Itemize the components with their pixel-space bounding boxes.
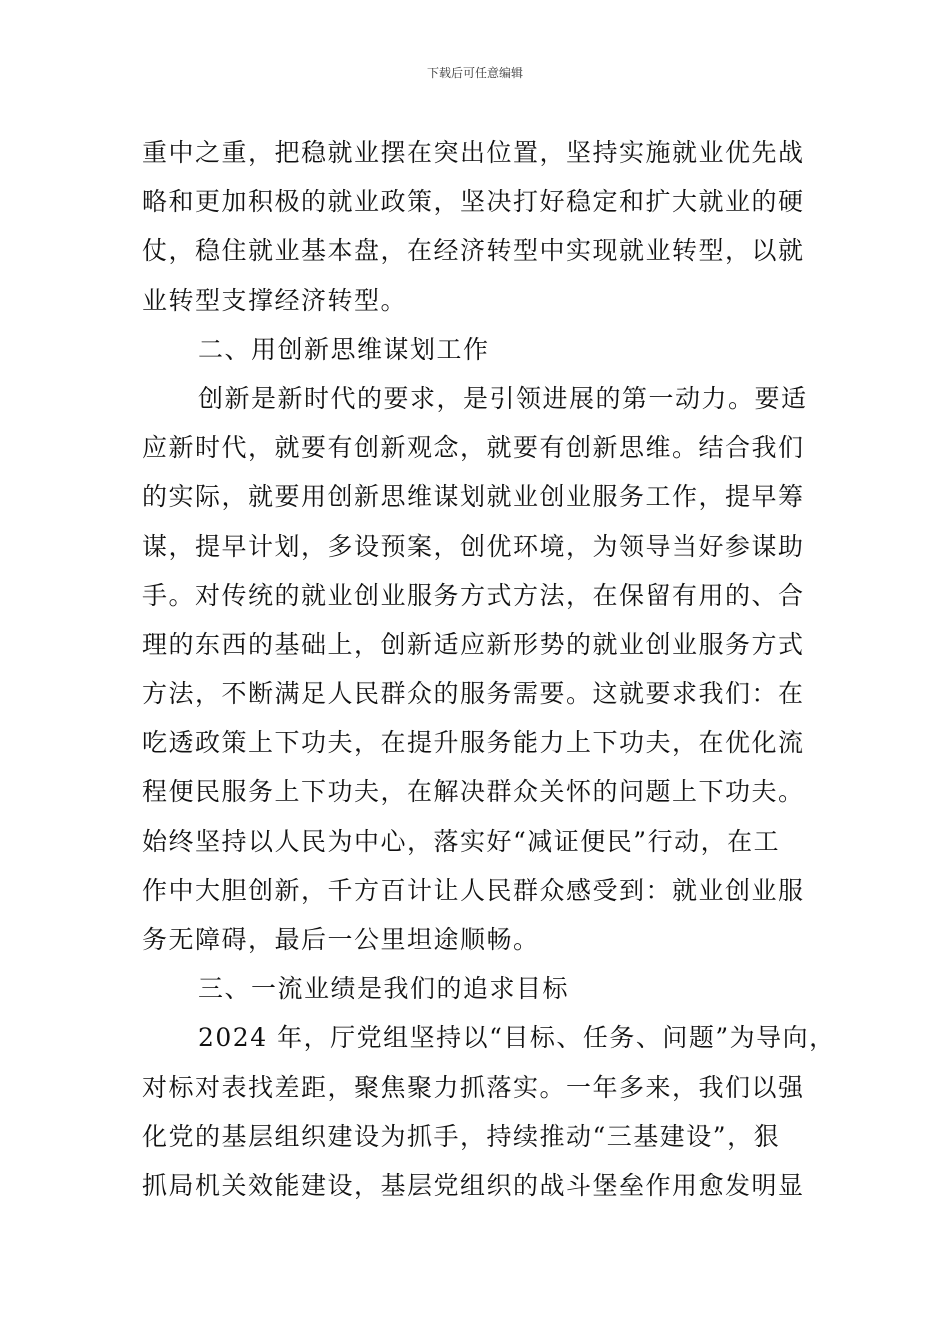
paragraph-line: 仗，稳住就业基本盘，在经济转型中实现就业转型，以就 [142,236,805,266]
paragraph-line: 手。对传统的就业创业服务方式方法，在保留有用的、合 [142,580,805,610]
paragraph-line: 理的东西的基础上，创新适应新形势的就业创业服务方式 [142,629,805,659]
paragraph-line: 作中大胆创新，千方百计让人民群众感受到：就业创业服 [142,875,805,905]
paragraph-line: 2024 年，厅党组坚持以“目标、任务、问题”为导向， [198,1023,836,1053]
paragraph-line: 业转型支撑经济转型。 [142,285,408,315]
paragraph-line: 重中之重，把稳就业摆在突出位置，坚持实施就业优先战 [142,138,805,167]
body-text [142,128,836,1210]
section-heading: 三、一流业绩是我们的追求目标 [198,974,570,1004]
paragraph-line: 始终坚持以人民为中心，落实好“减证便民”行动，在工 [142,826,781,856]
paragraph-line: 抓局机关效能建设，基层党组织的战斗堡垒作用愈发明显 [142,1170,805,1200]
paragraph-line: 吃透政策上下功夫，在提升服务能力上下功夫，在优化流 [142,728,805,758]
paragraph-line: 略和更加积极的就业政策，坚决打好稳定和扩大就业的硬 [142,187,805,217]
paragraph-line: 应新时代，就要有创新观念，就要有创新思维。结合我们 [142,433,805,463]
paragraph-line: 对标对表找差距，聚焦聚力抓落实。一年多来，我们以强 [142,1072,805,1102]
paragraph-line: 化党的基层组织建设为抓手，持续推动“三基建设”，狠 [142,1121,781,1151]
section-heading: 二、用创新思维谋划工作 [198,334,490,364]
paragraph-line: 的实际，就要用创新思维谋划就业创业服务工作，提早筹 [142,482,805,512]
paragraph-line: 务无障碍，最后一公里坦途顺畅。 [142,925,540,954]
paragraph-line: 谋，提早计划，多设预案，创优环境，为领导当好参谋助 [142,531,805,561]
paragraph-line: 程便民服务上下功夫，在解决群众关怀的问题上下功夫。 [142,777,805,807]
paragraph-line: 方法，不断满足人民群众的服务需要。这就要求我们：在 [142,679,805,709]
paragraph-line: 创新是新时代的要求，是引领进展的第一动力。要适 [198,383,808,413]
page-header: 下载后可任意编辑 [426,66,523,80]
